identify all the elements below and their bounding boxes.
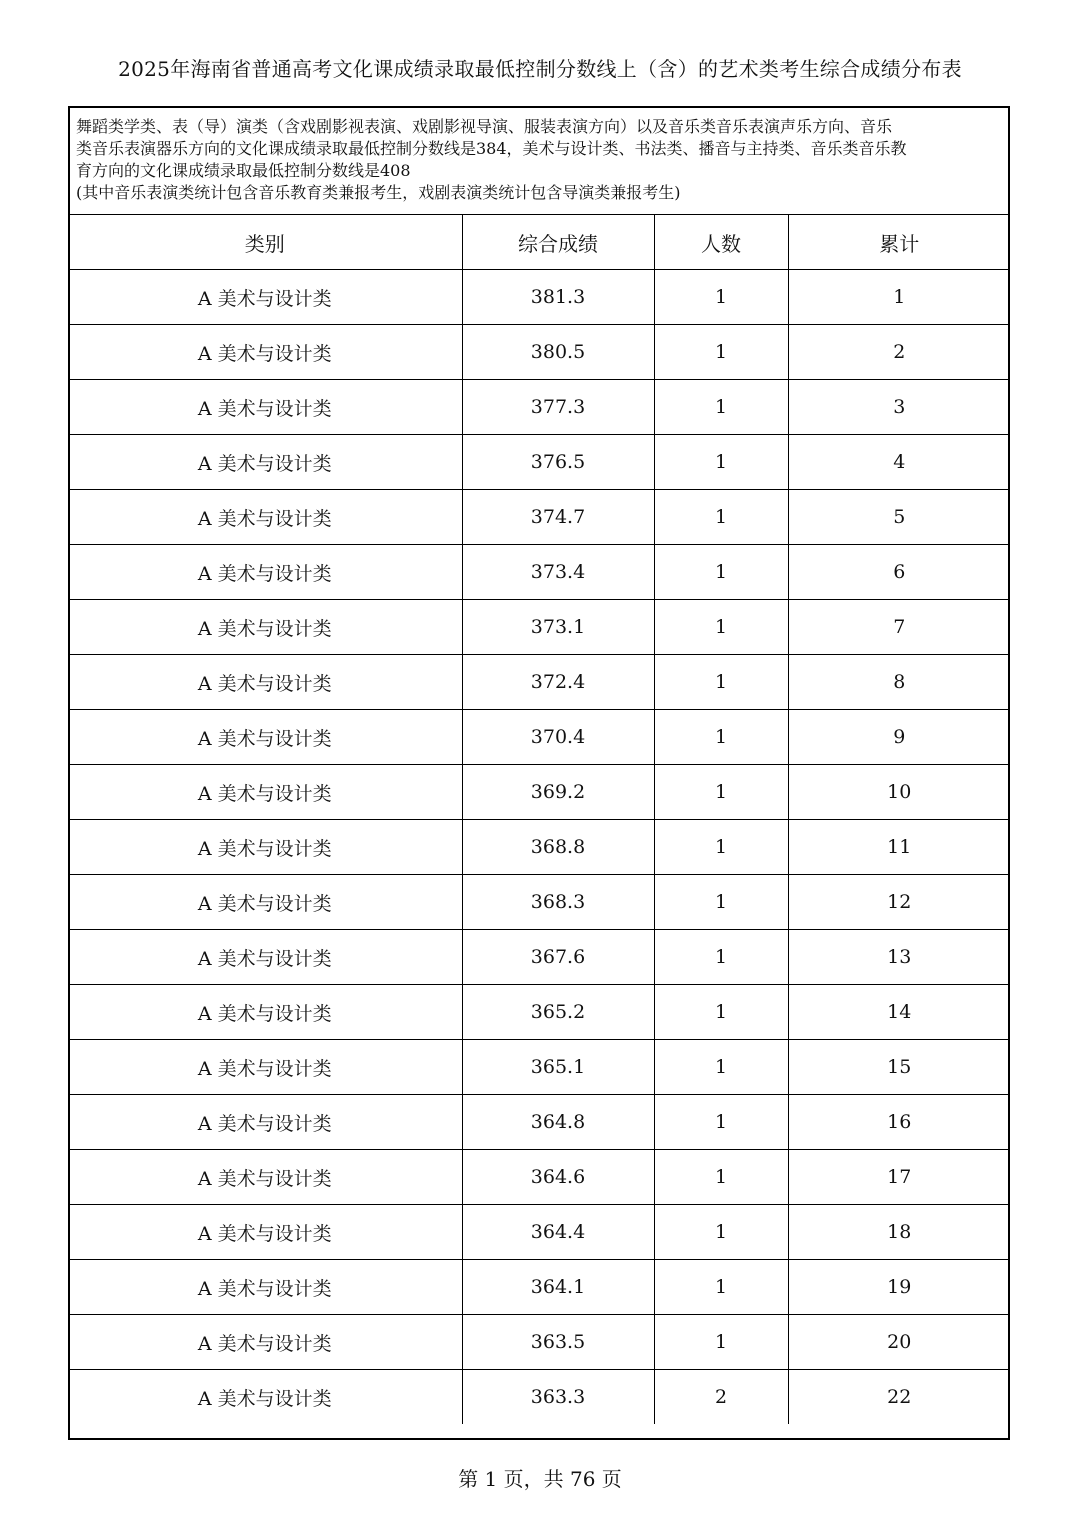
- cell-cumulative: 14: [788, 985, 1010, 1040]
- cell-cumulative: 15: [788, 1040, 1010, 1095]
- table-row: [68, 600, 1010, 655]
- table-row: [68, 875, 1010, 930]
- cell-cumulative: 2: [788, 325, 1010, 380]
- table-row: [68, 435, 1010, 490]
- score-table-frame: [68, 106, 1010, 1440]
- cell-count: 1: [654, 490, 788, 545]
- cell-score: 364.4: [462, 1205, 654, 1260]
- header-cumulative: 累计: [788, 215, 1010, 270]
- cell-count: 1: [654, 765, 788, 820]
- cell-cumulative: 11: [788, 820, 1010, 875]
- cell-count: 1: [654, 1260, 788, 1315]
- note-line: 舞蹈类学类、表（导）演类（含戏剧影视表演、戏剧影视导演、服装表演方向）以及音乐类音乐表演声乐方向、音乐: [76, 117, 893, 136]
- cell-count: 1: [654, 985, 788, 1040]
- table-row: [68, 270, 1010, 325]
- cell-category: A 美术与设计类: [68, 380, 462, 435]
- header-category: 类别: [68, 215, 462, 270]
- table-row: [68, 325, 1010, 380]
- cell-count: 1: [654, 545, 788, 600]
- table-row: [68, 765, 1010, 820]
- cell-category: A 美术与设计类: [68, 930, 462, 985]
- cell-cumulative: 17: [788, 1150, 1010, 1205]
- cell-score: 365.1: [462, 1040, 654, 1095]
- cell-cumulative: 16: [788, 1095, 1010, 1150]
- cell-category: A 美术与设计类: [68, 1260, 462, 1315]
- cell-category: A 美术与设计类: [68, 710, 462, 765]
- cell-cumulative: 22: [788, 1370, 1010, 1425]
- cell-cumulative: 9: [788, 710, 1010, 765]
- cell-category: A 美术与设计类: [68, 1040, 462, 1095]
- cell-cumulative: 12: [788, 875, 1010, 930]
- header-count: 人数: [654, 215, 788, 270]
- cell-score: 381.3: [462, 270, 654, 325]
- cell-category: A 美术与设计类: [68, 270, 462, 325]
- cell-score: 373.1: [462, 600, 654, 655]
- cell-score: 365.2: [462, 985, 654, 1040]
- cell-score: 363.5: [462, 1315, 654, 1370]
- cell-score: 374.7: [462, 490, 654, 545]
- table-row: [68, 655, 1010, 710]
- cell-count: 1: [654, 1315, 788, 1370]
- table-note: [76, 116, 1004, 216]
- cell-category: A 美术与设计类: [68, 1150, 462, 1205]
- cell-cumulative: 3: [788, 380, 1010, 435]
- cell-category: A 美术与设计类: [68, 545, 462, 600]
- cell-category: A 美术与设计类: [68, 820, 462, 875]
- table-row: [68, 1205, 1010, 1260]
- table-row: [68, 710, 1010, 765]
- cell-cumulative: 19: [788, 1260, 1010, 1315]
- cell-category: A 美术与设计类: [68, 1315, 462, 1370]
- cell-cumulative: 8: [788, 655, 1010, 710]
- page-number: 第 1 页，共 76 页: [458, 1467, 622, 1491]
- cell-category: A 美术与设计类: [68, 875, 462, 930]
- cell-category: A 美术与设计类: [68, 985, 462, 1040]
- cell-cumulative: 6: [788, 545, 1010, 600]
- cell-count: 1: [654, 1150, 788, 1205]
- cell-cumulative: 7: [788, 600, 1010, 655]
- cell-score: 368.8: [462, 820, 654, 875]
- cell-score: 372.4: [462, 655, 654, 710]
- cell-count: 2: [654, 1370, 788, 1425]
- cell-count: 1: [654, 655, 788, 710]
- cell-score: 376.5: [462, 435, 654, 490]
- cell-category: A 美术与设计类: [68, 325, 462, 380]
- cell-count: 1: [654, 380, 788, 435]
- cell-count: 1: [654, 1040, 788, 1095]
- table-row: [68, 545, 1010, 600]
- cell-cumulative: 4: [788, 435, 1010, 490]
- table-row: [68, 1095, 1010, 1150]
- cell-count: 1: [654, 710, 788, 765]
- cell-score: 380.5: [462, 325, 654, 380]
- cell-count: 1: [654, 325, 788, 380]
- cell-cumulative: 10: [788, 765, 1010, 820]
- cell-count: 1: [654, 930, 788, 985]
- cell-count: 1: [654, 270, 788, 325]
- cell-category: A 美术与设计类: [68, 655, 462, 710]
- cell-score: 364.8: [462, 1095, 654, 1150]
- cell-score: 370.4: [462, 710, 654, 765]
- table-row: [68, 490, 1010, 545]
- cell-count: 1: [654, 875, 788, 930]
- cell-cumulative: 1: [788, 270, 1010, 325]
- table-row: [68, 380, 1010, 435]
- table-row: [68, 1315, 1010, 1370]
- table-body: [68, 270, 1010, 1425]
- cell-score: 367.6: [462, 930, 654, 985]
- table-row: [68, 820, 1010, 875]
- cell-count: 1: [654, 435, 788, 490]
- cell-category: A 美术与设计类: [68, 1370, 462, 1425]
- cell-cumulative: 18: [788, 1205, 1010, 1260]
- cell-cumulative: 5: [788, 490, 1010, 545]
- cell-category: A 美术与设计类: [68, 1095, 462, 1150]
- note-line: 育方向的文化课成绩录取最低控制分数线是408: [76, 161, 411, 180]
- header-score: 综合成绩: [462, 215, 654, 270]
- cell-score: 369.2: [462, 765, 654, 820]
- cell-score: 364.1: [462, 1260, 654, 1315]
- cell-category: A 美术与设计类: [68, 435, 462, 490]
- cell-cumulative: 20: [788, 1315, 1010, 1370]
- cell-category: A 美术与设计类: [68, 1205, 462, 1260]
- note-line: (其中音乐表演类统计包含音乐教育类兼报考生，戏剧表演类统计包含导演类兼报考生): [76, 183, 681, 202]
- table-row: [68, 1150, 1010, 1205]
- table-header-row: [68, 215, 1010, 270]
- cell-score: 363.3: [462, 1370, 654, 1425]
- document-title: 2025年海南省普通高考文化课成绩录取最低控制分数线上（含）的艺术类考生综合成绩分布表: [118, 57, 962, 81]
- table-row: [68, 930, 1010, 985]
- note-line: 类音乐表演器乐方向的文化课成绩录取最低控制分数线是384，美术与设计类、书法类、播音与主持类、音乐类音乐教: [76, 139, 907, 158]
- cell-score: 368.3: [462, 875, 654, 930]
- table-row: [68, 1040, 1010, 1095]
- cell-category: A 美术与设计类: [68, 600, 462, 655]
- cell-count: 1: [654, 820, 788, 875]
- cell-score: 364.6: [462, 1150, 654, 1205]
- table-row: [68, 1260, 1010, 1315]
- cell-score: 373.4: [462, 545, 654, 600]
- table-row: [68, 985, 1010, 1040]
- score-distribution-table: [68, 214, 1010, 1424]
- cell-count: 1: [654, 1095, 788, 1150]
- cell-score: 377.3: [462, 380, 654, 435]
- cell-category: A 美术与设计类: [68, 765, 462, 820]
- cell-cumulative: 13: [788, 930, 1010, 985]
- cell-category: A 美术与设计类: [68, 490, 462, 545]
- cell-count: 1: [654, 600, 788, 655]
- table-row: [68, 1370, 1010, 1425]
- cell-count: 1: [654, 1205, 788, 1260]
